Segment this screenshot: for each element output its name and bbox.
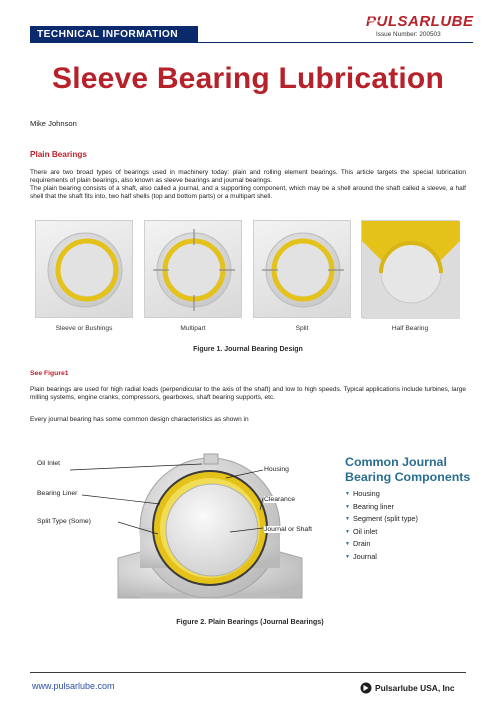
callout-journal-or-shaft: Journal or Shaft — [264, 526, 312, 533]
svg-text:PULSARLUBE: PULSARLUBE — [366, 13, 474, 30]
list-item: ▼ Drain — [345, 538, 418, 551]
header-divider — [198, 42, 473, 43]
list-item: ▼ Bearing liner — [345, 501, 418, 514]
callout-bearing-liner: Bearing Liner — [37, 490, 78, 497]
triangle-bullet-icon: ▼ — [345, 491, 350, 497]
triangle-bullet-icon: ▼ — [345, 541, 350, 548]
figure1-label-split: Split — [295, 325, 309, 332]
section-heading-plain-bearings: Plain Bearings — [30, 150, 87, 159]
paragraph-design-characteristics: Every journal bearing has some common design characteristics as shown in — [30, 416, 249, 423]
list-item: ▼ Oil inlet — [345, 526, 418, 539]
see-figure-link[interactable]: See Figure1 — [30, 370, 69, 377]
paragraph-applications: Plain bearings are used for high radial loads (perpendicular to the axis of the shaft) and low to high speeds. Typical applications include turbines, large milling systems, engine cranks, compressors, gearboxes, shaft bearing supports, etc. — [30, 386, 466, 402]
figure1-label-half-bearing: Half Bearing — [391, 325, 429, 332]
callout-housing: Housing — [264, 466, 289, 473]
components-heading-line2: Bearing Components — [345, 469, 471, 484]
figure1-label-multipart: Multipart — [180, 325, 206, 332]
list-item: ▼ Housing — [345, 488, 418, 501]
technical-information-banner: TECHNICAL INFORMATION — [30, 26, 198, 43]
triangle-bullet-icon: ▼ — [345, 503, 350, 510]
paragraph-plain-bearing-definition: The plain bearing consists of a shaft, also called a journal, and a supporting component, which may be a shell around the shaft called a sleeve, a half shell that the shaft fits into, two half shells (top and bottom parts) or a multipart shell. — [30, 185, 466, 201]
components-list — [345, 488, 418, 564]
figure1-split-image — [253, 220, 351, 318]
issue-number: Issue Number: 200503 — [376, 31, 441, 38]
figure1-multipart-image — [144, 220, 242, 318]
footer-company-name: Pulsarlube USA, Inc — [375, 683, 455, 693]
figure1-caption: Figure 1. Journal Bearing Design — [193, 346, 303, 353]
triangle-bullet-icon: ▼ — [345, 553, 350, 560]
components-heading-line1: Common Journal — [345, 455, 447, 469]
figure2-caption: Figure 2. Plain Bearings (Journal Bearings) — [176, 617, 324, 626]
figure1-half-bearing-image — [361, 220, 459, 318]
triangle-bullet-icon: ▼ — [345, 516, 350, 523]
author-name: Mike Johnson — [30, 119, 77, 128]
list-item: ▼ Segment (split type) — [345, 513, 418, 526]
components-heading — [345, 455, 470, 484]
callout-clearance: Clearance — [264, 496, 295, 503]
callout-oil-inlet: Oil Inlet — [37, 460, 61, 467]
page-title: Sleeve Bearing Lubrication — [52, 62, 444, 95]
callout-split-type: Split Type (Some) — [37, 518, 91, 525]
footer-divider — [30, 672, 466, 673]
figure1-sleeve-image — [35, 220, 133, 318]
figure1-label-sleeve: Sleeve or Bushings — [55, 325, 113, 332]
triangle-bullet-icon: ▼ — [345, 528, 350, 535]
pulsarlube-logo — [366, 10, 476, 30]
pulsarlube-mark-icon — [360, 682, 372, 694]
footer-website-link[interactable]: www.pulsarlube.com — [32, 681, 115, 691]
list-item: ▼ Journal — [345, 551, 418, 564]
paragraph-intro: There are two broad types of bearings used in machinery today: plain and rolling element bearings. This article targets the special lubrication requirements of plain bearings, also known as sleeve bearings and journal bearings. — [30, 169, 466, 185]
